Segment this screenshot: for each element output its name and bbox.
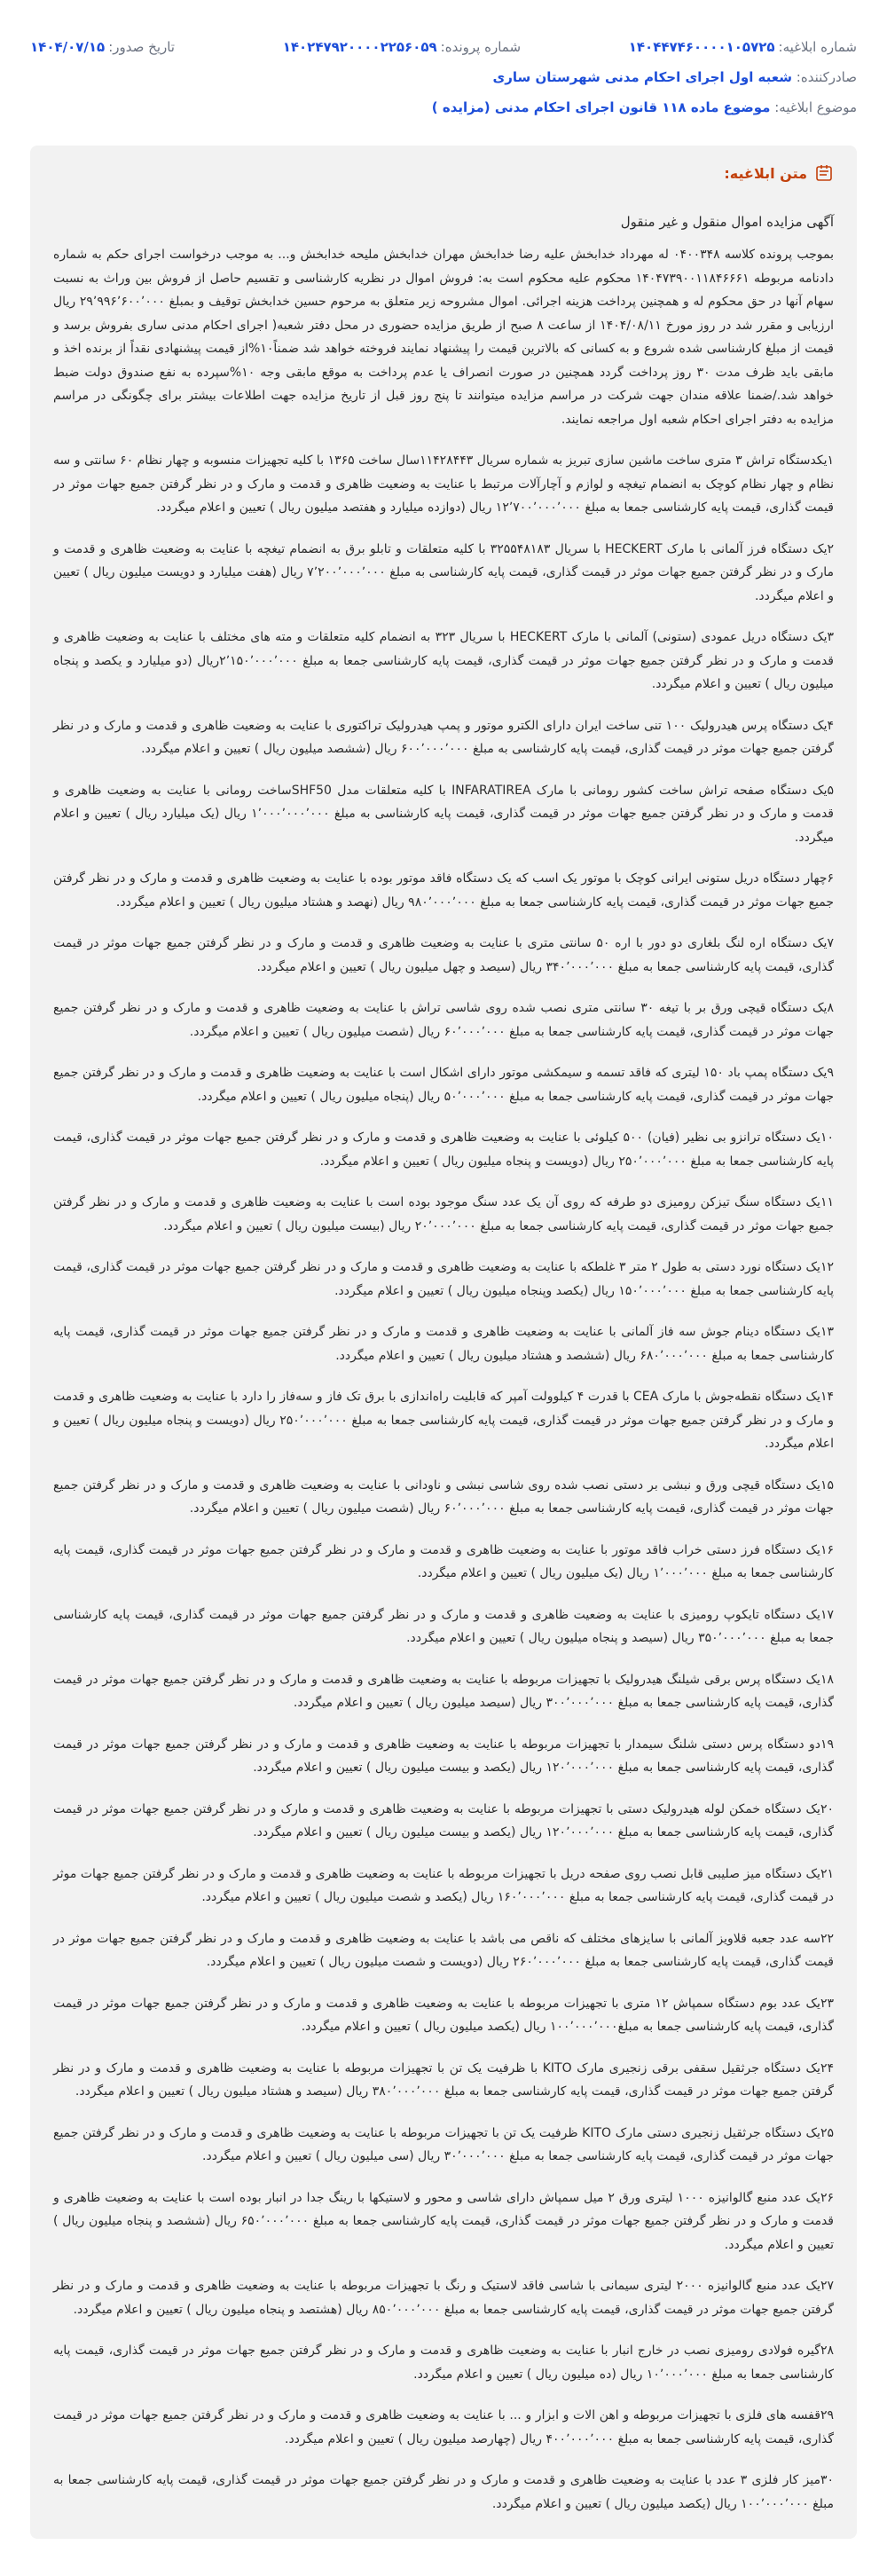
auction-item: ۱یکدستگاه تراش ۳ متری ساخت ماشین سازی تبریز به شماره سریال ۱۱۴۲۸۴۴۳سال ساخت ۱۳۶۵ با کلیه تجهیزات منسوبه و چهار نظام ۶۰ سانتی و سه نظام و چهار نظام کوچک به انضمام تیغچه و لوازم و آچارآلات مرتبط با عنایت به وضعیت ظاهری و قدمت و مارک و در نظر گرفتن جمیع جهات موثر در قیمت گذاری، قیمت پایه کارشناسی جمعا به مبلغ ۱۲٬۷۰۰٬۰۰۰٬۰۰۰ ریال (دوازده میلیارد و هفتصد میلیون ریال ) تعیین و اعلام میگردد. [53,453,835,515]
notice-number [629,39,857,55]
subject-label: موضوع ابلاغیه: [774,99,857,115]
auction-item: ۲۹قفسه های فلزی با تجهیزات مربوطه و اهن الات و ابزار و ... با عنایت به وضعیت ظاهری و قدمت و مارک و در نظر گرفتن جمیع جهات موثر در قیمت گذاری، قیمت پایه کارشناسی جمعا به مبلغ ۴۰۰٬۰۰۰٬۰۰۰ ریال (چهارصد میلیون ریال ) تعیین و اعلام میگردد. [53,2408,834,2446]
auction-item: ۱۵یک دستگاه قیچی ورق و نبشی بر دستی نصب شده روی شاسی نبشی و ناودانی با عنایت به وضعیت ظاهری و قدمت و مارک و در نظر گرفتن جمیع جهات موثر در قیمت گذاری، قیمت پایه کارشناسی جمعا به مبلغ ۶۰٬۰۰۰٬۰۰۰ ریال (شصت میلیون ریال ) تعیین و اعلام میگردد. [53,1477,834,1516]
case-number-label: شماره پرونده: [440,39,522,55]
issue-date [30,39,175,55]
auction-item: ۵یک دستگاه صفحه تراش ساخت کشور رومانی با مارک INFARATIREA با کلیه متعلقات مدل SHF50ساخت رومانی با عنایت به وضعیت ظاهری و قدمت و مارک و در نظر گرفتن جمیع جهات موثر در قیمت گذاری، قیمت پایه کارشناسی به مبلغ ۱٬۰۰۰٬۰۰۰٬۰۰۰ ریال (یک میلیارد ریال ) تعیین و اعلام میگردد. [53,783,835,845]
issuer-line [0,55,887,85]
auction-item: ۳۰میز کار فلزی ۳ عدد با عنایت به وضعیت ظاهری و قدمت و مارک و در نظر گرفتن جمیع جهات موثر در قیمت گذاری، قیمت پایه کارشناسی جمعا به مبلغ ۱۰۰٬۰۰۰٬۰۰۰ ریال (یکصد میلیون ریال ) تعیین و اعلام میگردد. [53,2473,834,2511]
auction-item: ۲۲سه عدد جعبه قلاویز آلمانی با سایزهای مختلف که ناقص می باشد با عنایت به وضعیت ظاهری و قدمت و مارک و در نظر گرفتن جمیع جهات موثر در قیمت گذاری، قیمت پایه کارشناسی جمعا به مبلغ ۲۶۰٬۰۰۰٬۰۰۰ ریال (دویست و شصت میلیون ریال ) تعیین و اعلام میگردد. [53,1931,834,1969]
subject-value: موضوع ماده ۱۱۸ قانون اجرای احکام مدنی (مزایده ) [431,99,771,115]
auction-item: ۶چهار دستگاه دریل ستونی ایرانی کوچک با موتور یک اسب که یک دستگاه فاقد موتور بوده با عنایت به وضعیت ظاهری و قدمت و مارک و در نظر گرفتن جمیع جهات موثر در قیمت گذاری، قیمت پایه کارشناسی جمعا به مبلغ ۹۸۰٬۰۰۰٬۰۰۰ ریال (نهصد و هشتاد میلیون ریال ) تعیین و اعلام میگردد. [53,871,834,910]
auction-item: ۱۷یک دستگاه تایکوپ رومیزی با عنایت به وضعیت ظاهری و قدمت و مارک و در نظر گرفتن جمیع جهات موثر در قیمت گذاری، قیمت پایه کارشناسی جمعا به مبلغ ۳۵۰٬۰۰۰٬۰۰۰ ریال (سیصد و پنجاه میلیون ریال ) تعیین و اعلام میگردد. [53,1607,834,1645]
notice-number-value: ۱۴۰۴۴۷۴۶۰۰۰۰۱۰۵۷۲۵ [628,39,775,55]
notice-heading: آگهی مزایده اموال منقول و غیر منقول [620,214,834,230]
issuer-label: صادرکننده: [796,69,857,85]
case-number [283,39,521,55]
auction-item: ۲۱یک دستگاه میز صلیبی قابل نصب روی صفحه دریل با تجهیزات مربوطه با عنایت به وضعیت ظاهری و قدمت و مارک و در نظر گرفتن جمیع جهات موثر در قیمت گذاری، قیمت پایه کارشناسی جمعا به مبلغ ۱۶۰٬۰۰۰٬۰۰۰ ریال (یکصد و شصت میلیون ریال ) تعیین و اعلام میگردد. [53,1866,834,1904]
card-title-text: متن ابلاغیه: [724,164,807,182]
subject-line [0,85,887,115]
issue-date-value: ۱۴۰۴/۰۷/۱۵ [30,39,106,55]
auction-item: ۱۴یک دستگاه نقطه‌جوش با مارک CEA با قدرت ۴ کیلوولت آمپر که قابلیت راه‌اندازی با برق تک فاز و سه‌فاز را دارد با عنایت به وضعیت ظاهری و قدمت و مارک و در نظر گرفتن جمیع جهات موثر در قیمت گذاری، قیمت پایه کارشناسی جمعا به مبلغ ۲۵۰٬۰۰۰٬۰۰۰ ریال (دویست و پنجاه میلیون ریال ) تعیین و اعلام میگردد. [53,1390,834,1451]
document-icon [814,163,834,183]
notice-intro: بموجب پرونده کلاسه ۰۴۰۰۳۴۸ له مهرداد خدابخش علیه رضا خدابخش مهران خدابخش ملیحه خدابخش و... به موجب درخواست اجرای حکم به شماره دادنامه مربوطه ۱۴۰۴۷۳۹۰۰۱۱۸۴۶۶۶۱ محکوم علیه محکوم است به: فروش اموال در نظریه کارشناسی و تقسیم حاصل از فروش بین وراث به نسبت سهام آنها در حق محکوم له و همچنین پرداخت هزینه اجرائی. اموال مشروحه زیر متعلق به مرحوم حسین خدابخش توقیف و بمبلغ ۲۹٬۹۹۶٬۶۰۰٬۰۰۰ ریال ارزیابی و مقرر شد در روز مورخ ۱۴۰۴/۰۸/۱۱ از ساعت ۸ صبح از طریق مزایده حضوری در محل دفتر شعبه( اجرای احکام مدنی ساری بفروش برسد و قیمت از مبلغ کارشناسی شده شروع و به کسانی که بالاترین قیمت را پیشنهاد نمایند فروخته خواهد شد ضمناً۱۰%از قیمت پیشنهادی نقداً از برنده اخذ و مابقی باید ظرف مدت ۳۰ روز پرداخت گردد همچنین در صورت انصراف یا عدم پرداخت به موقع مابقی وجه ۱۰%سپرده به نفع صندوق دولت ضبط خواهد شد./ضمنا علاقه مندان جهت شرکت در مراسم مزایده میتوانند تا پنج روز قبل از تاریخ مزایده جهت اطلاعات بیشتر برای چگونگی در مراسم مزایده به دفتر اجرای احکام شعبه اول مراجعه نمایند. [53,248,835,427]
card-title [53,163,834,183]
meta-row [0,0,887,55]
auction-item: ۸یک دستگاه قیچی ورق بر با تیغه ۳۰ سانتی متری نصب شده روی شاسی تراش با عنایت به وضعیت ظاهری و قدمت و مارک و در نظر گرفتن جمیع جهات موثر در قیمت گذاری، قیمت پایه کارشناسی جمعا به مبلغ ۶۰٬۰۰۰٬۰۰۰ ریال (شصت میلیون ریال ) تعیین و اعلام میگردد. [53,1001,834,1039]
auction-item: ۱۶یک دستگاه فرز دستی خراب فاقد موتور با عنایت به وضعیت ظاهری و قدمت و مارک و در نظر گرفتن جمیع جهات موثر در قیمت گذاری، قیمت پایه کارشناسی جمعا به مبلغ ۱٬۰۰۰٬۰۰۰ ریال (یک میلیون ریال ) تعیین و اعلام میگردد. [53,1542,834,1580]
auction-item: ۲۸گیره فولادی رومیزی نصب در خارج انبار با عنایت به وضعیت ظاهری و قدمت و مارک و در نظر گرفتن جمیع جهات موثر در قیمت گذاری، قیمت پایه کارشناسی جمعا به مبلغ ۱۰٬۰۰۰٬۰۰۰ ریال (ده میلیون ریال ) تعیین و اعلام میگردد. [53,2344,834,2382]
auction-item: ۲۶یک عدد منبع گالوانیزه ۱۰۰۰ لیتری ورق ۲ میل سمپاش دارای شاسی و محور و لاستیکها با رینگ جدا در انبار بوده است با عنایت به وضعیت ظاهری و قدمت و مارک و در نظر گرفتن جمیع جهات موثر در قیمت گذاری، قیمت پایه کارشناسی جمعا به مبلغ ۶۵۰٬۰۰۰٬۰۰۰ ریال (ششصد و پنجاه میلیون ریال ) تعیین و اعلام میگردد. [53,2190,834,2252]
auction-item: ۷یک دستگاه اره لنگ بلغاری دو دور با اره ۵۰ سانتی متری با عنایت به وضعیت ظاهری و قدمت و مارک و در نظر گرفتن جمیع جهات موثر در قیمت گذاری، قیمت پایه کارشناسی جمعا به مبلغ ۳۴۰٬۰۰۰٬۰۰۰ ریال (سیصد و چهل میلیون ریال ) تعیین و اعلام میگردد. [53,936,834,974]
auction-item: ۲۴یک دستگاه جرثقیل سقفی برقی زنجیری مارک KITO با ظرفیت یک تن با تجهیزات مربوطه با عنایت به وضعیت ظاهری و قدمت و مارک و در نظر گرفتن جمیع جهات موثر در قیمت گذاری، قیمت پایه کارشناسی جمعا به مبلغ ۳۸۰٬۰۰۰٬۰۰۰ ریال (سیصد و هشتاد میلیون ریال ) تعیین و اعلام میگردد. [53,2060,834,2099]
auction-item: ۲یک دستگاه فرز آلمانی با مارک HECKERT با سریال ۳۲۵۵۴۸۱۸۳ با کلیه متعلقات و تابلو برق به انضمام تیغچه با عنایت به وضعیت ظاهری و قدمت و مارک و در نظر گرفتن جمیع جهات موثر در قیمت گذاری، قیمت پایه کارشناسی به مبلغ ۷٬۲۰۰٬۰۰۰٬۰۰۰ ریال (هفت میلیارد و دویست میلیون ریال ) تعیین و اعلام میگردد. [53,541,835,603]
auction-items-list [53,449,834,2516]
issue-date-label: تاریخ صدور: [108,39,175,55]
auction-item: ۴یک دستگاه پرس هیدرولیک ۱۰۰ تنی ساخت ایران دارای الکترو موتور و پمپ هیدرولیک تراکتوری با عنایت به وضعیت ظاهری و قدمت و مارک و در نظر گرفتن جمیع جهات موثر در قیمت گذاری، قیمت پایه کارشناسی به مبلغ ۶۰۰٬۰۰۰٬۰۰۰ ریال (ششصد میلیون ریال ) تعیین و اعلام میگردد. [53,718,834,756]
auction-item: ۱۹دو دستگاه پرس دستی شلنگ سیمدار با تجهیزات مربوطه با عنایت به وضعیت ظاهری و قدمت و مارک و در نظر گرفتن جمیع جهات موثر در قیمت گذاری، قیمت پایه کارشناسی جمعا به مبلغ ۱۲۰٬۰۰۰٬۰۰۰ ریال (یکصد و بیست میلیون ریال ) تعیین و اعلام میگردد. [53,1737,834,1775]
auction-item: ۱۸یک دستگاه پرس برقی شیلنگ هیدرولیک با تجهیزات مربوطه با عنایت به وضعیت ظاهری و قدمت و مارک و در نظر گرفتن جمیع جهات موثر در قیمت گذاری، قیمت پایه کارشناسی جمعا به مبلغ ۳۰۰٬۰۰۰٬۰۰۰ ریال (سیصد میلیون ریال ) تعیین و اعلام میگردد. [53,1672,834,1710]
auction-item: ۲۳یک عدد بوم دستگاه سمپاش ۱۲ متری با تجهیزات مربوطه با عنایت به وضعیت ظاهری و قدمت و مارک و در نظر گرفتن جمیع جهات موثر در قیمت گذاری، قیمت پایه کارشناسی جمعا به مبلغ۱۰۰٬۰۰۰٬۰۰۰ ریال (یکصد میلیون ریال ) تعیین و اعلام میگردد. [53,1996,834,2034]
auction-item: ۲۰یک دستگاه خمکن لوله هیدرولیک دستی با تجهیزات مربوطه با عنایت به وضعیت ظاهری و قدمت و مارک و در نظر گرفتن جمیع جهات موثر در قیمت گذاری، قیمت پایه کارشناسی جمعا به مبلغ ۱۲۰٬۰۰۰٬۰۰۰ ریال (یکصد و بیست میلیون ریال ) تعیین و اعلام میگردد. [53,1801,834,1839]
auction-item: ۱۱یک دستگاه سنگ تیزکن رومیزی دو طرفه که روی آن یک عدد سنگ موجود بوده است با عنایت به وضعیت ظاهری و قدمت و مارک و در نظر گرفتن جمیع جهات موثر در قیمت گذاری، قیمت پایه کارشناسی جمعا به مبلغ ۲۰٬۰۰۰٬۰۰۰ ریال (بیست میلیون ریال ) تعیین و اعلام میگردد. [53,1195,834,1233]
auction-item: ۱۰یک دستگاه ترانزو بی نظیر (فیان) ۵۰۰ کیلوئی با عنایت به وضعیت ظاهری و قدمت و مارک و در نظر گرفتن جمیع جهات موثر در قیمت گذاری، قیمت پایه کارشناسی جمعا به مبلغ ۲۵۰٬۰۰۰٬۰۰۰ ریال (دویست و پنجاه میلیون ریال ) تعیین و اعلام میگردد. [53,1130,834,1169]
case-number-value: ۱۴۰۲۴۷۹۲۰۰۰۰۲۲۵۶۰۵۹ [282,39,437,55]
auction-item: ۳یک دستگاه دریل عمودی (ستونی) آلمانی با مارک HECKERT با سریال ۳۲۳ به انضمام کلیه متعلقات و مته های مختلف با عنایت به وضعیت ظاهری و قدمت و مارک و در نظر گرفتن جمیع جهات موثر در قیمت گذاری، قیمت پایه کارشناسی جمعا به مبلغ ۲٬۱۵۰٬۰۰۰٬۰۰۰ریال (دو میلیارد و یکصد و پنجاه میلیون ریال ) تعیین و اعلام میگردد. [53,630,835,691]
auction-item: ۹یک دستگاه پمپ باد ۱۵۰ لیتری که فاقد تسمه و سیمکشی موتور دارای اشکال است با عنایت به وضعیت ظاهری و قدمت و مارک و در نظر گرفتن جمیع جهات موثر در قیمت گذاری، قیمت پایه کارشناسی جمعا به مبلغ ۵۰٬۰۰۰٬۰۰۰ ریال (پنجاه میلیون ریال ) تعیین و اعلام میگردد. [53,1066,834,1104]
auction-item: ۱۲یک دستگاه نورد دستی به طول ۲ متر ۳ غلطکه با عنایت به وضعیت ظاهری و قدمت و مارک و در نظر گرفتن جمیع جهات موثر در قیمت گذاری، قیمت پایه کارشناسی جمعا به مبلغ ۱۵۰٬۰۰۰٬۰۰۰ ریال (یکصد وپنجاه میلیون ریال ) تعیین و اعلام میگردد. [53,1260,834,1298]
issuer-value: شعبه اول اجرای احکام مدنی شهرستان ساری [492,69,792,85]
notice-card [30,146,857,2539]
auction-item: ۱۳یک دستگاه دینام جوش سه فاز آلمانی با عنایت به وضعیت ظاهری و قدمت و مارک و در نظر گرفتن جمیع جهات موثر در قیمت گذاری، قیمت پایه کارشناسی جمعا به مبلغ ۶۸۰٬۰۰۰٬۰۰۰ ریال (ششصد و هشتاد میلیون ریال ) تعیین و اعلام میگردد. [53,1325,834,1363]
auction-item: ۲۵یک دستگاه جرثقیل زنجیری دستی مارک KITO ظرفیت یک تن با تجهیزات مربوطه با عنایت به وضعیت ظاهری و قدمت و مارک و در نظر گرفتن جمیع جهات موثر در قیمت گذاری، قیمت پایه کارشناسی جمعا به مبلغ ۳۰٬۰۰۰٬۰۰۰ ریال (سی میلیون ریال ) تعیین و اعلام میگردد. [53,2125,834,2163]
notice-number-label: شماره ابلاغیه: [778,39,857,55]
auction-item: ۲۷یک عدد منبع گالوانیزه ۲۰۰۰ لیتری سیمانی با شاسی فاقد لاستیک و رنگ با تجهیزات مربوطه با عنایت به وضعیت ظاهری و قدمت و مارک و در نظر گرفتن جمیع جهات موثر در قیمت گذاری، قیمت پایه کارشناسی جمعا به مبلغ ۸۵۰٬۰۰۰٬۰۰۰ ریال (هشتصد و پنجاه میلیون ریال ) تعیین و اعلام میگردد. [53,2279,835,2317]
